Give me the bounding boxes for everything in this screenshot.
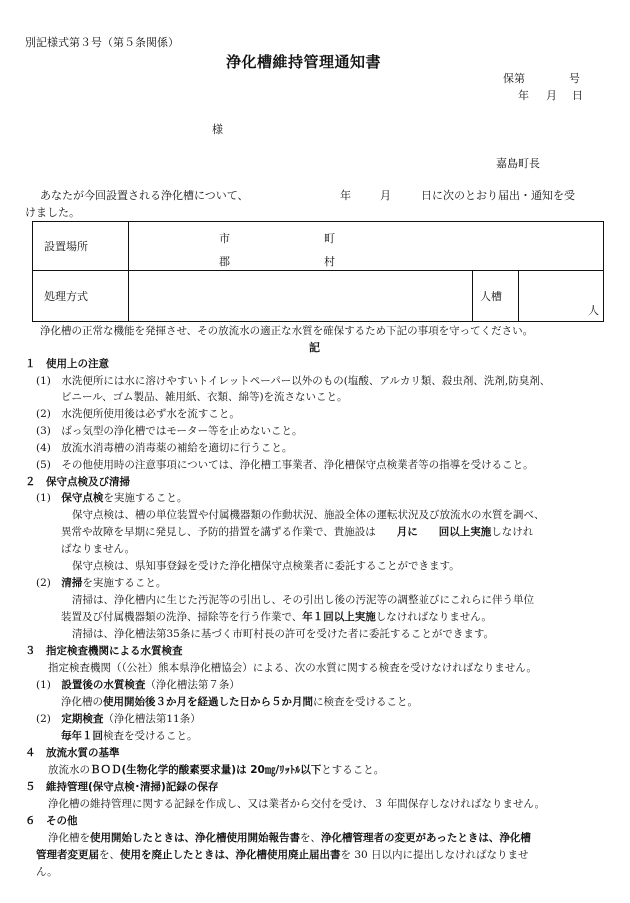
section-1-item-5: (5) その他使用時の注意事項については、浄化槽工事業者、浄化槽保守点検業者等の指導を受けること。 bbox=[36, 459, 534, 471]
section-3-heading: ３ 指定検査機関による水質検査 bbox=[25, 645, 183, 657]
section-1-item-4: (4) 放流水消毒槽の消毒薬の補給を適切に行うこと。 bbox=[36, 442, 293, 454]
section-2-para-1-cont: 異常や故障を早期に発見し、予防的措置を講ずる作業で、貴施設は 月に 回以上実施しなけれ bbox=[61, 526, 534, 538]
intro-year: 年 bbox=[340, 189, 351, 202]
town-label: 町 bbox=[324, 232, 335, 245]
section-3-para-2: 浄化槽の使用開始後３か月を経過した日から５か月間に検査を受けること。 bbox=[61, 696, 418, 708]
intro-text-3: けました。 bbox=[25, 206, 80, 219]
section-1-item-3: (3) ばっ気型の浄化槽ではモーター等を止めないこと。 bbox=[36, 425, 303, 437]
section-2-item-2: (2) 清掃を実施すること。 bbox=[36, 577, 167, 589]
location-label: 設置場所 bbox=[44, 240, 88, 253]
number-prefix: 保第 bbox=[503, 72, 525, 85]
section-6-heading: ６ その他 bbox=[25, 815, 78, 827]
section-3-para-3: 毎年１回検査を受けること。 bbox=[61, 730, 198, 742]
section-3-item-2: (2) 定期検査（浄化槽法第11条） bbox=[36, 713, 201, 725]
section-2-heading: ２ 保守点検及び清掃 bbox=[25, 476, 130, 488]
section-3-para-1: 指定検査機関（（公社）熊本県浄化槽協会）による、次の水質に関する検査を受けなければなりません。 bbox=[48, 662, 537, 674]
section-4-heading: ４ 放流水質の基準 bbox=[25, 747, 120, 759]
section-5-para: 浄化槽の維持管理に関する記録を作成し、又は業者から交付を受け、３ 年間保存しなければなりません。 bbox=[48, 798, 546, 810]
section-6-para-3: ん。 bbox=[36, 866, 58, 878]
document-title: 浄化槽維持管理通知書 bbox=[226, 53, 382, 71]
issuer: 嘉島町長 bbox=[496, 157, 540, 170]
section-6-para-1: 浄化槽を使用開始したときは、浄化槽使用開始報告書を、浄化槽管理者の変更があったときは、浄化槽 bbox=[48, 832, 531, 844]
section-4-para: 放流水のＢＯＤ(生物化学的酸素要求量)は 20㎎/ﾘｯﾄﾙ以下とすること。 bbox=[48, 764, 385, 776]
date-day: 日 bbox=[572, 89, 583, 102]
section-2-para-3: 清掃は、浄化槽内に生じた汚泥等の引出し、その引出し後の汚泥等の調整並びにこれらに伴う単位 bbox=[72, 594, 534, 606]
section-3-item-1: (1) 設置後の水質検査（浄化槽法第７条） bbox=[36, 679, 240, 691]
number-suffix: 号 bbox=[569, 72, 580, 85]
section-1-item-1: (1) 水洗便所には水に溶けやすいトイレットペーパー以外のもの(塩酸、アルカリ類、殺虫剤、洗剤,防臭剤、 bbox=[36, 375, 551, 387]
addressee-suffix: 様 bbox=[212, 123, 223, 136]
section-2-para-1-end: ばなりません。 bbox=[61, 543, 136, 555]
section-2-para-1: 保守点検は、槽の単位装置や付属機器類の作動状況、施設全体の運転状況及び放流水の水質を調べ、 bbox=[72, 509, 545, 521]
county-label: 郡 bbox=[219, 255, 230, 268]
treatment-method-label: 処理方式 bbox=[44, 290, 88, 303]
section-1-item-2: (2) 水洗便所使用後は必ず水を流すこと。 bbox=[36, 408, 240, 420]
section-1-item-1-cont: ビニール、ゴム製品、雑用紙、衣類、綿等)を流さないこと。 bbox=[61, 391, 348, 403]
section-2-item-1: (1) 保守点検を実施すること。 bbox=[36, 492, 188, 504]
section-1-heading: １ 使用上の注意 bbox=[25, 358, 109, 370]
intro-text-2: 日に次のとおり届出・通知を受 bbox=[421, 189, 575, 202]
section-6-para-2: 管理者変更届を、使用を廃止したときは、浄化槽使用廃止届出書を 30 日以内に提出しなければなりませ bbox=[36, 849, 529, 861]
village-label: 村 bbox=[324, 255, 335, 268]
intro-month: 月 bbox=[380, 189, 391, 202]
people-unit: 人 bbox=[588, 304, 599, 317]
section-2-para-4: 装置及び付属機器類の洗浄、掃除等を行う作業で、年１回以上実施しなければなりません。 bbox=[61, 611, 492, 623]
preamble: 浄化槽の正常な機能を発揮させ、その放流水の適正な水質を確保するため下記の事項を守ってください。 bbox=[40, 325, 534, 337]
ki-mark: 記 bbox=[309, 341, 320, 354]
section-2-para-2: 保守点検は、県知事登録を受けた浄化槽保守点検業者に委託することができます。 bbox=[72, 560, 460, 572]
city-label: 市 bbox=[219, 232, 230, 245]
section-2-para-5: 清掃は、浄化槽法第35条に基づく市町村長の許可を受けた者に委託することができます。 bbox=[72, 628, 495, 640]
section-5-heading: ５ 維持管理(保守点検･清掃)記録の保存 bbox=[25, 781, 219, 793]
intro-text-1: あなたが今回設置される浄化槽について、 bbox=[40, 189, 249, 202]
date-year: 年 bbox=[518, 89, 529, 102]
capacity-label: 人槽 bbox=[480, 290, 502, 303]
date-month: 月 bbox=[546, 89, 557, 102]
form-reference: 別記様式第３号（第５条関係） bbox=[25, 36, 179, 49]
